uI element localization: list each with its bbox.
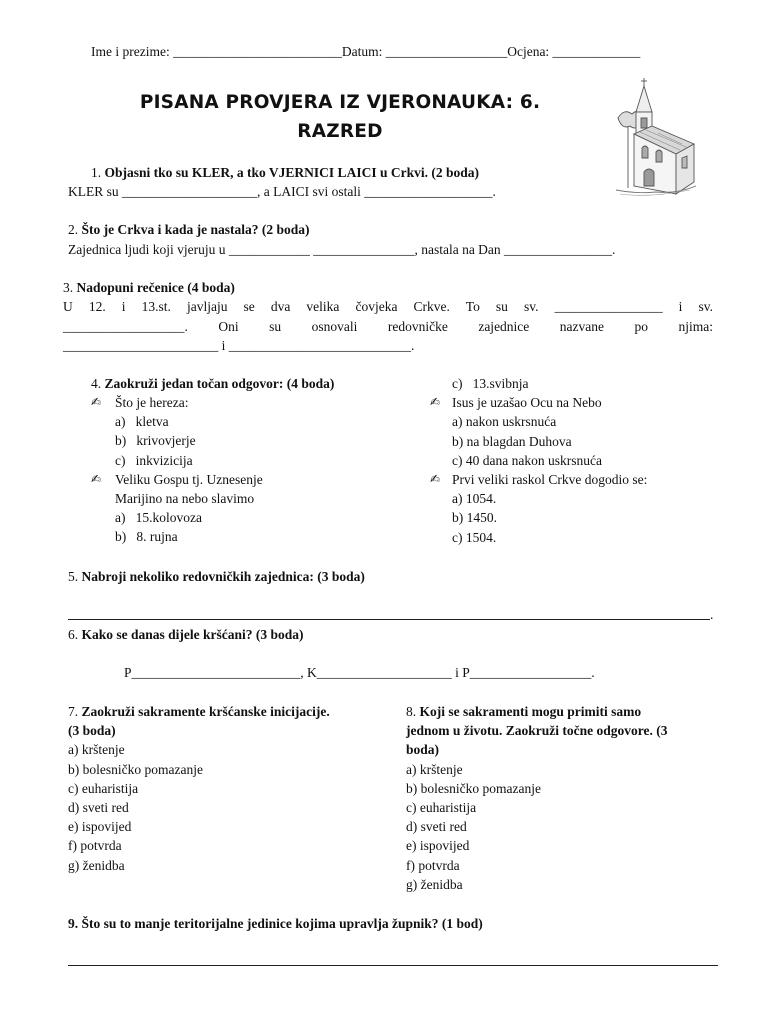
quiz-question: [428, 470, 728, 489]
header-fields: Ime i prezime: _________________________Datum: __________________Ocjena: _____________: [91, 44, 641, 59]
quiz-option-text: a) 15.kolovoza: [115, 510, 202, 526]
quiz-question-text: Isus je uzašao Ocu na Nebo: [452, 395, 602, 411]
question-6-answer: P_________________________, K____________________ i P__________________.: [124, 665, 595, 680]
answer-option: d) sveti red: [406, 819, 467, 835]
quiz-option-text: b) 1450.: [452, 510, 497, 526]
question-2: [68, 220, 310, 239]
answer-option: c) euharistija: [406, 800, 477, 816]
question-7: [68, 702, 398, 875]
quiz-option-text: c) 40 dana nakon uskrsnuća: [452, 452, 602, 468]
answer-option: f) potvrda: [68, 838, 122, 854]
quiz-option: [428, 432, 728, 451]
quiz-option: [91, 527, 411, 546]
question-3-number: 3.: [63, 280, 74, 295]
quiz-option: [428, 489, 728, 508]
quiz-option-text: a) kletva: [115, 414, 169, 430]
church-illustration: [614, 78, 696, 198]
answer-option: a) krštenje: [68, 742, 125, 758]
question-6-text: Kako se danas dijele kršćani? (3 boda): [81, 627, 304, 642]
quiz-option: [91, 412, 411, 431]
question-7-points: (3 boda): [68, 723, 116, 739]
answer-option: e) ispovijed: [406, 838, 470, 854]
quiz-option: [91, 431, 411, 450]
question-4-text: Zaokruži jedan točan odgovor: (4 boda): [104, 376, 335, 391]
quiz-option-text: b) krivovjerje: [115, 433, 196, 449]
quiz-option: [428, 528, 728, 547]
writing-hand-icon: ✍: [91, 395, 102, 409]
question-1-answer: KLER su ____________________, a LAICI svi ostali ___________________.: [68, 184, 496, 199]
question-5-number: 5.: [68, 569, 79, 584]
quiz-question-text: Što je hereza:: [115, 395, 189, 410]
question-7-number: 7.: [68, 704, 79, 719]
question-8-options: [406, 760, 716, 894]
answer-option: a) krštenje: [406, 761, 463, 777]
answer-option: b) bolesničko pomazanje: [68, 761, 203, 777]
question-3-text: Nadopuni rečenice (4 boda): [76, 280, 235, 295]
quiz-option: [428, 412, 728, 431]
answer-option: c) euharistija: [68, 780, 139, 796]
quiz-question: [428, 393, 728, 412]
question-8-number: 8.: [406, 704, 417, 719]
answer-option: d) sveti red: [68, 800, 129, 816]
question-8-text: Koji se sakramenti mogu primiti samo: [419, 704, 642, 719]
quiz-option: [91, 451, 411, 470]
question-7-heading: [68, 702, 398, 721]
question-8-points: boda): [406, 742, 440, 758]
question-1-text: Objasni tko su KLER, a tko VJERNICI LAICI u Crkvi. (2 boda): [104, 165, 479, 180]
answer-option: e) ispovijed: [68, 819, 132, 835]
writing-hand-icon: ✍: [430, 471, 441, 486]
question-3-line-2: __________________. Oni su osnovali redovničke zajednice nazvane po njima:: [63, 319, 713, 334]
question-7-text: Zaokruži sakramente kršćanske inicijacije.: [81, 704, 330, 719]
question-6: [68, 625, 304, 644]
quiz-option-text: b) na blagdan Duhova: [452, 433, 572, 449]
quiz-option: [91, 508, 411, 527]
title-line-2: RAZRED: [297, 121, 383, 142]
question-4: [91, 374, 334, 393]
writing-hand-icon: ✍: [430, 395, 441, 410]
answer-line-5: [68, 619, 710, 620]
question-2-number: 2.: [68, 222, 79, 237]
question-8-text-line-2: jednom u životu. Zaokruži točne odgovore. (3: [406, 723, 668, 739]
answer-line-5-period: .: [710, 607, 714, 622]
question-2-answer: Zajednica ljudi koji vjeruju u ____________ _______________, nastala na Dan ________________.: [68, 242, 616, 257]
question-8: [406, 702, 716, 894]
quiz-question-text: Veliku Gospu tj. Uznesenje: [115, 471, 263, 487]
quiz-option-text: c) inkvizicija: [115, 452, 193, 468]
answer-line-9: [68, 965, 718, 966]
question-5-text: Nabroji nekoliko redovničkih zajednica: (3 boda): [81, 569, 365, 584]
question-9: 9. Što su to manje teritorijalne jedinice kojima upravlja župnik? (1 bod): [68, 916, 483, 931]
quiz-option-text: Marijino na nebo slavimo: [115, 490, 255, 506]
question-1: [91, 163, 479, 182]
quiz-question-text: Prvi veliki raskol Crkve dogodio se:: [452, 471, 648, 487]
quiz-option: [91, 489, 411, 508]
answer-option: g) ženidba: [406, 876, 463, 892]
question-5: [68, 567, 365, 586]
title-line-1: PISANA PROVJERA IZ VJERONAUKA: 6.: [139, 92, 541, 113]
quiz-option-text: b) 8. rujna: [115, 529, 178, 545]
page-title: [110, 88, 570, 146]
question-3-line-3: _______________________ i ___________________________.: [63, 338, 415, 353]
quiz-option: [428, 508, 728, 527]
question-8-heading: [406, 702, 716, 721]
quiz-question: [91, 393, 411, 412]
question-2-text: Što je Crkva i kada je nastala? (2 boda): [81, 222, 310, 237]
writing-hand-icon: ✍: [91, 471, 102, 486]
answer-option: g) ženidba: [68, 857, 125, 873]
question-4-number: 4.: [91, 376, 102, 391]
quiz-option: [428, 451, 728, 470]
question-7-options: [68, 740, 398, 874]
question-6-number: 6.: [68, 627, 79, 642]
quiz-option-text: c) 1504.: [452, 529, 497, 545]
quiz-option-text: c) 13.svibnja: [452, 376, 529, 391]
quiz-option: [428, 374, 728, 393]
quiz-question: [91, 470, 411, 489]
question-3: [63, 278, 235, 297]
quiz-option-text: a) 1054.: [452, 491, 497, 507]
question-3-line-1: U 12. i 13.st. javljaju se dva velika čovjeka Crkve. To su sv. ________________ i sv.: [63, 299, 713, 314]
question-4-left-column: [91, 393, 411, 547]
quiz-option-text: a) nakon uskrsnuća: [452, 414, 557, 430]
answer-option: b) bolesničko pomazanje: [406, 780, 541, 796]
question-4-right-column: [428, 374, 728, 547]
answer-option: f) potvrda: [406, 857, 460, 873]
question-1-number: 1.: [91, 165, 102, 180]
